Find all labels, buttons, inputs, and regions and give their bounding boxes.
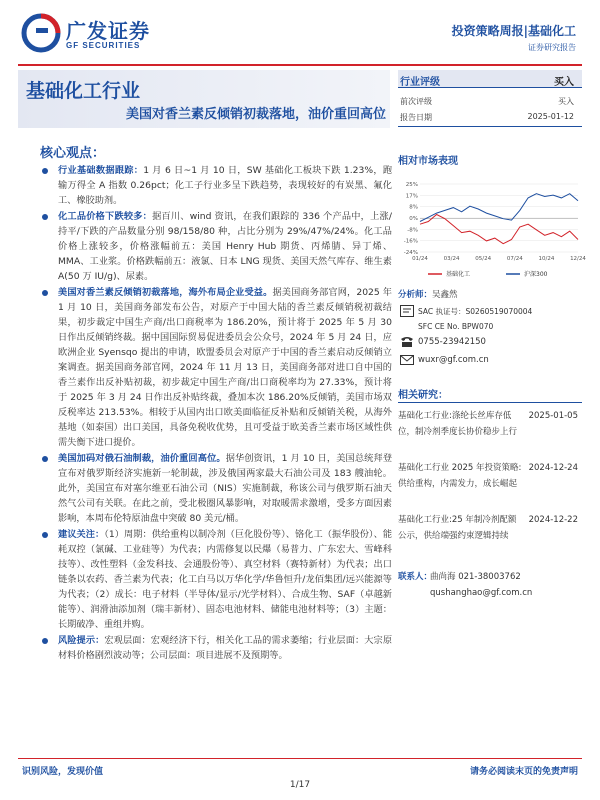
x-tick-label: 05/24	[475, 256, 492, 262]
bullet-oil	[40, 451, 392, 526]
y-tick-label: 17%	[405, 193, 418, 200]
prev-rating-label: 前次评级	[400, 97, 432, 106]
analyst-sac: SAC 执证号：S0260519070004	[418, 307, 533, 316]
bullet-lead: 化工品价格下跌较多：	[58, 211, 153, 222]
rating-bar	[398, 70, 582, 88]
gf-logo-icon	[22, 14, 60, 52]
report-date-value: 2025-01-12	[527, 112, 574, 121]
bullet-industry-data	[40, 163, 392, 208]
x-tick-label: 01/24	[412, 256, 428, 262]
footer-slogan: 识别风险，发现价值	[22, 767, 104, 777]
contact-email[interactable]: qushanghao@gf.com.cn	[430, 588, 533, 598]
analyst-name: 吴鑫然	[432, 290, 458, 300]
bullet-text: 据百川、wind 资讯，在我们跟踪的 336 个产品中，上涨/持平/下跌的产品数量分别 98/158/80 种，占比分别为 29%/47%/24%。化工品价格上涨较多，价格涨幅前五：美国 Henry Hub 期货、丙烯腈、异丁烯、MMA、工业浆。价格跌幅前五：液氯、日本 LNG 现货、美国天然气库存、维生素 A(50 万 IU/g)、尿素。	[58, 211, 392, 282]
y-tick-label: -16%	[403, 238, 418, 245]
x-tick-label: 07/24	[506, 256, 523, 262]
bullet-lead: 美国加码对俄石油制裁，油价重回高位。	[58, 453, 226, 464]
y-tick-label: 25%	[405, 182, 418, 188]
report-date-label: 报告日期	[400, 113, 432, 122]
prev-rating-value: 买入	[558, 97, 574, 106]
phone-icon	[400, 336, 414, 348]
analyst-label: 分析师：	[398, 290, 433, 300]
logo-text-en: GF SECURITIES	[66, 41, 141, 50]
related-item-title[interactable]: 基础化工行业:涤纶长丝库存低位，制冷剂季度长协价稳步上行	[398, 411, 518, 437]
x-tick-label: 10/24	[538, 256, 555, 262]
series-line-hs300	[420, 194, 578, 222]
relative-performance-chart	[398, 180, 586, 290]
bullet-lead: 美国对香兰素反倾销初裁落地，海外布局企业受益。	[58, 287, 273, 298]
x-tick-label: 12/24	[570, 256, 586, 262]
bullet-lead: 行业基础数据跟踪：	[58, 165, 144, 176]
bullet-price-changes	[40, 209, 392, 284]
y-tick-label: -24%	[403, 250, 418, 256]
bullet-text: 1 月 6 日~1 月 10 日，SW 基础化工板块下跌 1.23%，跑输万得全 A 指数 0.26pct；化工子行业多呈下跌趋势，表现较好的有炭黑、氟化工、橡胶助剂。	[58, 165, 393, 206]
related-divider	[398, 402, 582, 403]
bullet-text: 据华创资讯，1 月 10 日，美国总统拜登宣布对俄罗斯经济实施新一轮制裁，涉及俄国两家最大石油公司及 183 艘油轮。此外，美国宣布对塞尔维亚石油公司（NIS）实施制裁，称该公司与俄罗斯石油天然气公司有关联。在此之前，受北极圈风暴影响，对取暖需求激增，受多方面因素影响，本周布伦特原油盘中突破 80 美元/桶。	[58, 453, 393, 524]
related-title: 相关研究：	[398, 390, 448, 401]
rating-divider	[398, 126, 582, 127]
related-item-title[interactable]: 基础化工行业 2025 年投资策略:供给重构，内需发力，成长崛起	[398, 463, 522, 489]
bullet-text: 宏观层面：宏观经济下行，相关化工品的需求萎缩；行业层面：大宗原材料价格剧烈波动等；公司层面：项目进展不及预期等。	[58, 635, 393, 661]
related-item-date: 2025-01-05	[528, 411, 578, 421]
bullet-text: （1）周期：供给重构以制冷剂（巨化股份等）、铬化工（振华股份）、能耗双控（氯碱、工业硅等）为代表；内需修复以民爆（易普力、广东宏大、雪峰科技等）、改性塑料（金发科技、会通股份等）、真空材料（赛特新材）为代表；出口链条以农药、香兰素为代表；化工白马以万华化学/华鲁恒升/龙佰集团/远兴能源等为代表；（2）成长：电子材料（半导体/显示/光学材料）、合成生物、SAF（卓越新能等）、润滑油添加剂（瑞丰新材）、固态电池材料、储能电池材料等；（3）主题：长期破净、重组并购。	[58, 529, 393, 630]
gf-logo	[22, 14, 162, 56]
logo-text-cn: 广发证券	[66, 19, 150, 43]
certificate-icon	[400, 305, 414, 317]
related-item-date: 2024-12-22	[528, 515, 578, 525]
chart-title: 相对市场表现	[398, 156, 458, 167]
legend-label: 基础化工	[446, 271, 471, 278]
rating-label: 行业评级	[400, 77, 440, 88]
report-type: 投资策略周报|基础化工	[451, 24, 576, 38]
contact-name: 曲尚海 021-38003762	[430, 572, 521, 582]
analyst-sfc: SFC CE No. BPW070	[418, 322, 494, 331]
legend-label: 沪深300	[524, 271, 548, 278]
bullet-text: 据美国商务部官网，2025 年 1 月 10 日，美国商务部发布公告，对原产于中国大陆的香兰素反倾销税初裁结果，初步裁定中国生产商/出口商税率为 186.20%，预计将于 2025 年 5 月 30 日作出反倾销终裁。据中国国际贸易促进委员会公众号，2024 年 5 月 24 日，应欧洲企业 Syensqo 提出的申请，欧盟委员会对原产于中国的香兰素启动反倾销立案调查。据美国商务部官网，2024 年 11 月 13 日，美国商务部对进口自中国的香兰素作出反补贴初裁，初步裁定中国生产商/出口商税率均为 27.33%，预计将于 2025 年 3 月 24 日作出反补贴终裁，叠加本次 186.20%反倾销，美国市场双反税率达 213.53%。相较于从国内出口欧美面临征反补贴和反倾销关税，从海外基地（如泰国）出口美国，具备免税收优势，且可受益于欧美香兰素市场区域性供需失衡下进口提价。	[58, 287, 392, 448]
report-header	[0, 0, 600, 68]
bullet-recommendations	[40, 527, 392, 632]
y-tick-label: 8%	[409, 204, 418, 211]
report-subtitle: 证券研究报告	[528, 43, 576, 52]
page-number: 1/17	[289, 780, 311, 790]
industry-title: 基础化工行业	[26, 80, 141, 102]
x-tick-label: 03/24	[443, 256, 460, 262]
report-headline: 美国对香兰素反倾销初裁落地，油价重回高位	[125, 107, 386, 122]
related-item-title[interactable]: 基础化工行业:25 年制冷剂配额公示，供给端强约束逻辑持续	[398, 515, 517, 541]
bullet-risks	[40, 633, 392, 663]
contact-label: 联系人：	[398, 572, 433, 582]
bullet-lead: 建议关注：	[58, 529, 105, 540]
footer-divider	[18, 758, 582, 759]
mail-icon	[400, 354, 414, 366]
header-divider	[18, 64, 582, 66]
rating-value: 买入	[554, 77, 574, 88]
core-views-title: 核心观点：	[40, 146, 106, 161]
bullet-vanillin	[40, 285, 392, 450]
y-tick-label: -8%	[407, 227, 418, 234]
related-item-date: 2024-12-24	[528, 463, 578, 473]
bullet-lead: 风险提示：	[58, 635, 105, 646]
analyst-email[interactable]: wuxr@gf.com.cn	[418, 355, 489, 365]
analyst-phone: 0755-23942150	[418, 337, 486, 347]
y-tick-label: 0%	[409, 216, 418, 222]
core-views-list	[40, 163, 392, 663]
footer-disclaimer: 请务必阅读末页的免责声明	[469, 767, 578, 777]
